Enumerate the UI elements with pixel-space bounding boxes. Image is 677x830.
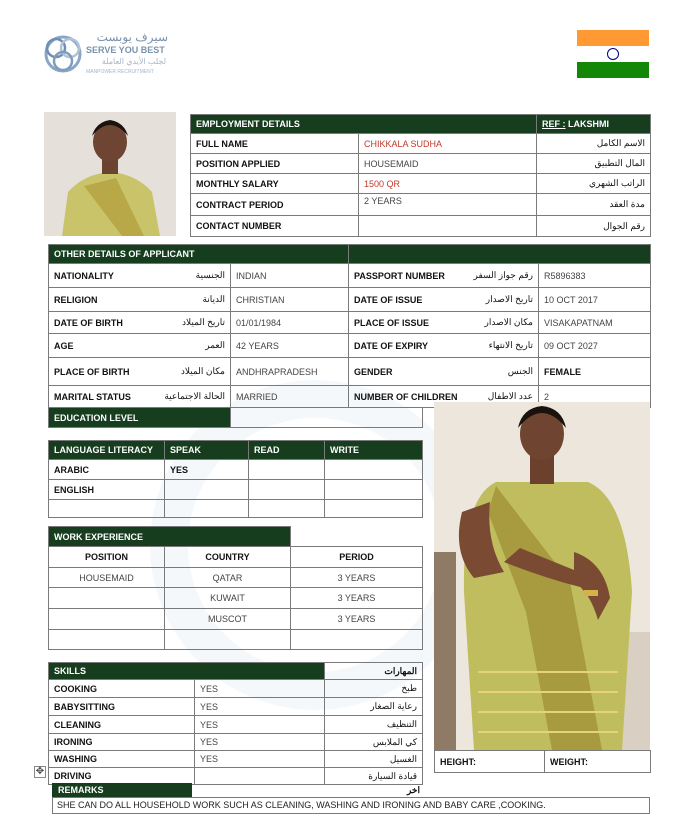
language-write (325, 500, 423, 518)
monthly-salary-label: MONTHLY SALARY (191, 174, 359, 194)
place-of-birth-value: ANDHRAPRADESH (231, 358, 349, 386)
nationality-value: INDIAN (231, 264, 349, 288)
nationality-label-cell (49, 264, 231, 288)
age-value: 42 YEARS (231, 334, 349, 358)
skill-name: WASHING (49, 751, 195, 768)
skill-value: YES (195, 751, 325, 768)
date-of-birth-label: DATE OF BIRTH (54, 317, 123, 328)
work-period (291, 630, 423, 650)
skill-arabic: التنظيف (325, 716, 423, 734)
position-applied-label: POSITION APPLIED (191, 154, 359, 174)
skill-value: YES (195, 680, 325, 698)
date-of-expiry-label: DATE OF EXPIRY (354, 340, 429, 351)
weight-label: WEIGHT: (550, 756, 588, 767)
date-of-issue-label-cell (349, 288, 539, 312)
place-of-issue-label: PLACE OF ISSUE (354, 317, 430, 328)
india-flag (577, 30, 649, 78)
date-of-birth-value: 01/01/1984 (231, 312, 349, 334)
contract-period-label: CONTRACT PERIOD (191, 194, 359, 216)
gender-value: FEMALE (539, 358, 651, 386)
work-experience-table (48, 526, 423, 650)
position-applied-value: HOUSEMAID (359, 154, 537, 174)
work-experience-header: WORK EXPERIENCE (49, 527, 291, 547)
work-position (49, 630, 165, 650)
work-country: MUSCOT (165, 609, 291, 630)
work-position: HOUSEMAID (49, 568, 165, 588)
logo-arabic-subtitle: لجلب الأيدي العاملة (101, 57, 166, 66)
place-of-issue-label-cell (349, 312, 539, 334)
speak-header: SPEAK (165, 441, 249, 460)
date-of-birth-label-cell (49, 312, 231, 334)
date-of-issue-label: DATE OF ISSUE (354, 294, 423, 305)
number-of-children-label: NUMBER OF CHILDREN (354, 391, 458, 402)
ashoka-chakra-icon (607, 48, 619, 60)
marital-status-value: MARRIED (231, 386, 349, 408)
skills-header: SKILLS (49, 663, 325, 680)
other-skill-arabic: اخر (406, 785, 420, 795)
gender-label: GENDER (354, 366, 393, 377)
applicant-photo-small (44, 112, 176, 236)
marital-status-label: MARITAL STATUS (54, 391, 131, 402)
date-of-birth-arabic: تاريخ الميلاد (182, 317, 225, 327)
work-position (49, 609, 165, 630)
ref-label: REF : (542, 119, 566, 129)
language-name: ENGLISH (49, 480, 165, 500)
work-country: KUWAIT (165, 588, 291, 609)
language-literacy-header: LANGUAGE LITERACY (49, 441, 165, 460)
place-of-birth-arabic: مكان الميلاد (180, 366, 225, 376)
contract-period-arabic: مدة العقد (537, 194, 651, 216)
language-speak (165, 500, 249, 518)
position-applied-arabic: المال التطبيق (537, 154, 651, 174)
date-of-issue-arabic: تاريخ الاصدار (485, 294, 533, 304)
skills-table (48, 662, 423, 785)
logo-rings-icon (42, 32, 84, 76)
skill-arabic: كي الملابس (325, 734, 423, 751)
remarks-header: REMARKS (52, 783, 192, 797)
language-literacy-table (48, 440, 423, 518)
measurements-table (434, 750, 651, 773)
nationality-label: NATIONALITY (54, 270, 114, 281)
contact-number-value (359, 216, 537, 237)
skill-value (195, 768, 325, 785)
full-name-value: CHIKKALA SUDHA (359, 134, 537, 154)
date-of-issue-value: 10 OCT 2017 (539, 288, 651, 312)
work-experience-header-blank (291, 527, 423, 547)
marital-status-label-cell (49, 386, 231, 408)
monthly-salary-arabic: الراتب الشهري (537, 174, 651, 194)
contact-number-label: CONTACT NUMBER (191, 216, 359, 237)
height-cell (435, 751, 545, 773)
age-label: AGE (54, 340, 74, 351)
work-period: 3 YEARS (291, 609, 423, 630)
full-name-arabic: الاسم الكامل (537, 134, 651, 154)
skill-arabic: الغسيل (325, 751, 423, 768)
age-label-cell (49, 334, 231, 358)
period-column-header: PERIOD (291, 547, 423, 568)
language-write (325, 460, 423, 480)
language-speak (165, 480, 249, 500)
work-period: 3 YEARS (291, 588, 423, 609)
place-of-issue-value: VISAKAPATNAM (539, 312, 651, 334)
place-of-birth-label-cell (49, 358, 231, 386)
other-details-header: OTHER DETAILS OF APPLICANT (49, 245, 349, 264)
skill-arabic: طبخ (325, 680, 423, 698)
country-column-header: COUNTRY (165, 547, 291, 568)
contact-number-arabic: رقم الجوال (537, 216, 651, 237)
religion-label-cell (49, 288, 231, 312)
nationality-arabic: الجنسية (195, 270, 225, 280)
logo-english-subtitle: MANPOWER RECRUITMENT (86, 69, 154, 75)
work-period: 3 YEARS (291, 568, 423, 588)
skill-name: DRIVING (49, 768, 195, 785)
passport-number-label: PASSPORT NUMBER (354, 270, 445, 281)
skill-arabic: قيادة السيارة (325, 768, 423, 785)
position-column-header: POSITION (49, 547, 165, 568)
employment-details-table (190, 114, 651, 237)
date-of-expiry-label-cell (349, 334, 539, 358)
skill-value: YES (195, 734, 325, 751)
ref-value: LAKSHMI (568, 119, 610, 129)
passport-number-value: R5896383 (539, 264, 651, 288)
table-move-handle-icon[interactable]: ✥ (35, 766, 45, 777)
remarks-text: SHE CAN DO ALL HOUSEHOLD WORK SUCH AS CLEANING, WASHING AND IRONING AND BABY CARE ,COOKING. (52, 797, 650, 814)
date-of-expiry-arabic: تاريخ الانتهاء (488, 340, 533, 350)
education-table (48, 407, 423, 428)
write-header: WRITE (325, 441, 423, 460)
age-arabic: العمر (205, 340, 225, 350)
number-of-children-value: 2 (539, 386, 651, 408)
language-write (325, 480, 423, 500)
language-read (249, 500, 325, 518)
ref-cell (537, 115, 651, 134)
full-name-label: FULL NAME (191, 134, 359, 154)
work-country: QATAR (165, 568, 291, 588)
contract-period-value: 2 YEARS (359, 194, 537, 216)
number-of-children-arabic: عدد الاطفال (487, 391, 533, 401)
skills-header-arabic: المهارات (325, 663, 423, 680)
education-level-label: EDUCATION LEVEL (49, 408, 231, 428)
skill-name: COOKING (49, 680, 195, 698)
logo-english-title: SERVE YOU BEST (86, 45, 165, 55)
religion-value: CHRISTIAN (231, 288, 349, 312)
language-name: ARABIC (49, 460, 165, 480)
logo-arabic-title: سيرف يوبست (96, 30, 168, 44)
passport-number-arabic: رقم جواز السفر (473, 270, 533, 280)
work-position (49, 588, 165, 609)
education-level-value (231, 408, 423, 428)
weight-cell (545, 751, 651, 773)
language-read (249, 480, 325, 500)
skill-name: IRONING (49, 734, 195, 751)
height-label: HEIGHT: (440, 756, 476, 767)
place-of-birth-label: PLACE OF BIRTH (54, 366, 130, 377)
company-logo (42, 30, 172, 82)
place-of-issue-arabic: مكان الاصدار (484, 317, 533, 327)
read-header: READ (249, 441, 325, 460)
skill-name: CLEANING (49, 716, 195, 734)
applicant-photo-full (434, 402, 650, 750)
date-of-expiry-value: 09 OCT 2027 (539, 334, 651, 358)
work-country (165, 630, 291, 650)
passport-number-label-cell (349, 264, 539, 288)
marital-status-arabic: الحالة الاجتماعية (164, 391, 225, 401)
language-speak: YES (165, 460, 249, 480)
religion-arabic: الديانة (202, 294, 225, 304)
language-name (49, 500, 165, 518)
gender-label-cell (349, 358, 539, 386)
skill-arabic: رعاية الصغار (325, 698, 423, 716)
language-read (249, 460, 325, 480)
other-details-header-blank (349, 245, 651, 264)
skill-value: YES (195, 716, 325, 734)
gender-arabic: الجنس (507, 366, 533, 376)
skill-value: YES (195, 698, 325, 716)
skill-name: BABYSITTING (49, 698, 195, 716)
other-details-table (48, 244, 651, 408)
religion-label: RELIGION (54, 294, 98, 305)
employment-details-header: EMPLOYMENT DETAILS (191, 115, 537, 134)
monthly-salary-value: 1500 QR (359, 174, 537, 194)
